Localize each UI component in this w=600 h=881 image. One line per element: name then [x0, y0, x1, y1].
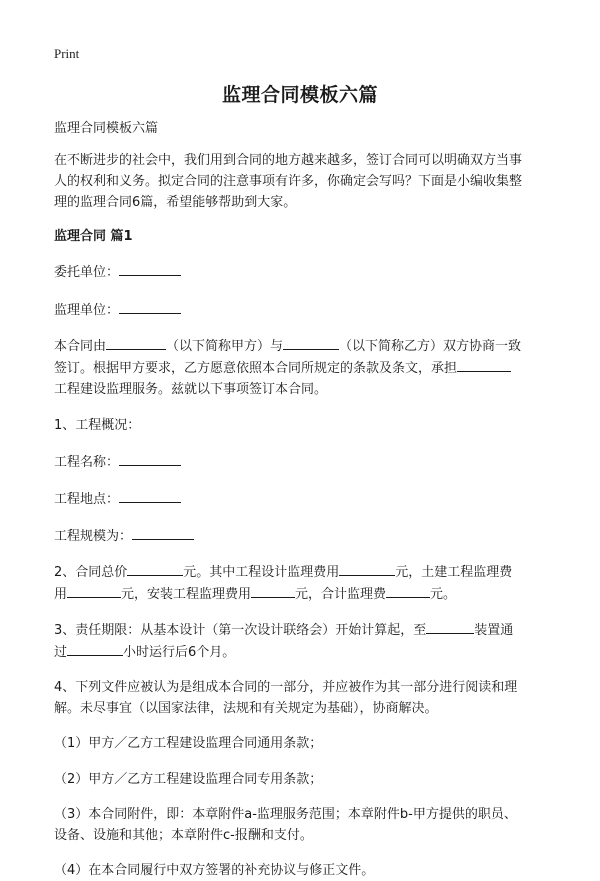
blank-line: [457, 357, 511, 372]
blank-line: [67, 641, 123, 656]
documents-paragraph: [54, 677, 554, 719]
parties-paragraph: [54, 335, 554, 400]
blank-line: [283, 335, 339, 350]
project-name-line: 工程名称：: [54, 451, 554, 473]
blank-line: [386, 583, 430, 598]
blank-line: [106, 335, 166, 350]
section-heading: 监理合同 篇1: [54, 229, 133, 244]
paragraph-line: 3、责任期限：从基本设计（第一次设计联络会）开始计算起，至 装置通: [54, 619, 554, 641]
paragraph-line: （3）本合同附件，即：本章附件a-监理服务范围；本章附件b-甲方提供的职员、: [54, 807, 517, 822]
intro-line: 人的权利和义务。拟定合同的注意事项有许多，你确定会写吗？下面是小编收集整: [54, 174, 523, 189]
project-scale-line: 工程规模为：: [54, 525, 554, 547]
document-item-1: （1）甲方／乙方工程建设监理合同通用条款；: [54, 736, 323, 751]
paragraph-line: 过 小时运行后6个月。: [54, 641, 554, 663]
paragraph-line: 解。未尽事宜（以国家法律，法规和有关规定为基础），协商解决。: [54, 701, 438, 716]
blank-line: [132, 525, 194, 540]
project-overview-heading: 1、工程概况：: [54, 418, 141, 433]
project-location-line: 工程地点：: [54, 488, 554, 510]
intro-line: 理的监理合同6篇，希望能够帮助到大家。: [54, 195, 297, 210]
print-link[interactable]: Print: [54, 46, 80, 61]
blank-line: [339, 561, 395, 576]
paragraph-line: 2、合同总价 元。其中工程设计监理费用 元，土建工程监理费: [54, 561, 554, 583]
document-item-4: （4）在本合同履行中双方签署的补充协议与修正文件。: [54, 863, 375, 878]
paragraph-line: 用 元，安装工程监理费用 元，合计监理费 元。: [54, 583, 554, 605]
paragraph-line: 设备、设施和其他；本章附件c-报酬和支付。: [54, 828, 313, 843]
document-item-2: （2）甲方／乙方工程建设监理合同专用条款；: [54, 772, 323, 787]
blank-line: [67, 583, 121, 598]
intro-line: 在不断进步的社会中，我们用到合同的地方越来越多，签订合同可以明确双方当事: [54, 153, 523, 168]
blank-line: [119, 488, 181, 503]
blank-line: [119, 299, 181, 314]
blank-line: [127, 561, 183, 576]
intro-paragraph: [54, 150, 554, 213]
page-title: 监理合同模板六篇: [221, 84, 378, 106]
paragraph-line: 4、下列文件应被认为是组成本合同的一部分，并应被作为其一部分进行阅读和理: [54, 680, 518, 695]
document-subtitle: 监理合同模板六篇: [54, 121, 159, 136]
term-paragraph: [54, 619, 554, 663]
blank-line: [426, 619, 474, 634]
contract-price-paragraph: [54, 561, 554, 605]
supervisor-unit-line: 监理单位：: [54, 299, 554, 321]
paragraph-line: 工程建设监理服务。兹就以下事项签订本合同。: [54, 382, 328, 397]
blank-line: [119, 451, 181, 466]
client-unit-line: 委托单位：: [54, 261, 554, 283]
blank-line: [251, 583, 295, 598]
document-item-3: [54, 804, 554, 846]
document-body: [54, 118, 554, 881]
paragraph-line: 本合同由 （以下简称甲方）与 （以下简称乙方）双方协商一致: [54, 335, 554, 357]
paragraph-line: 签订。根据甲方要求，乙方愿意依照本合同所规定的条款及条文，承担: [54, 357, 554, 379]
blank-line: [119, 261, 181, 276]
